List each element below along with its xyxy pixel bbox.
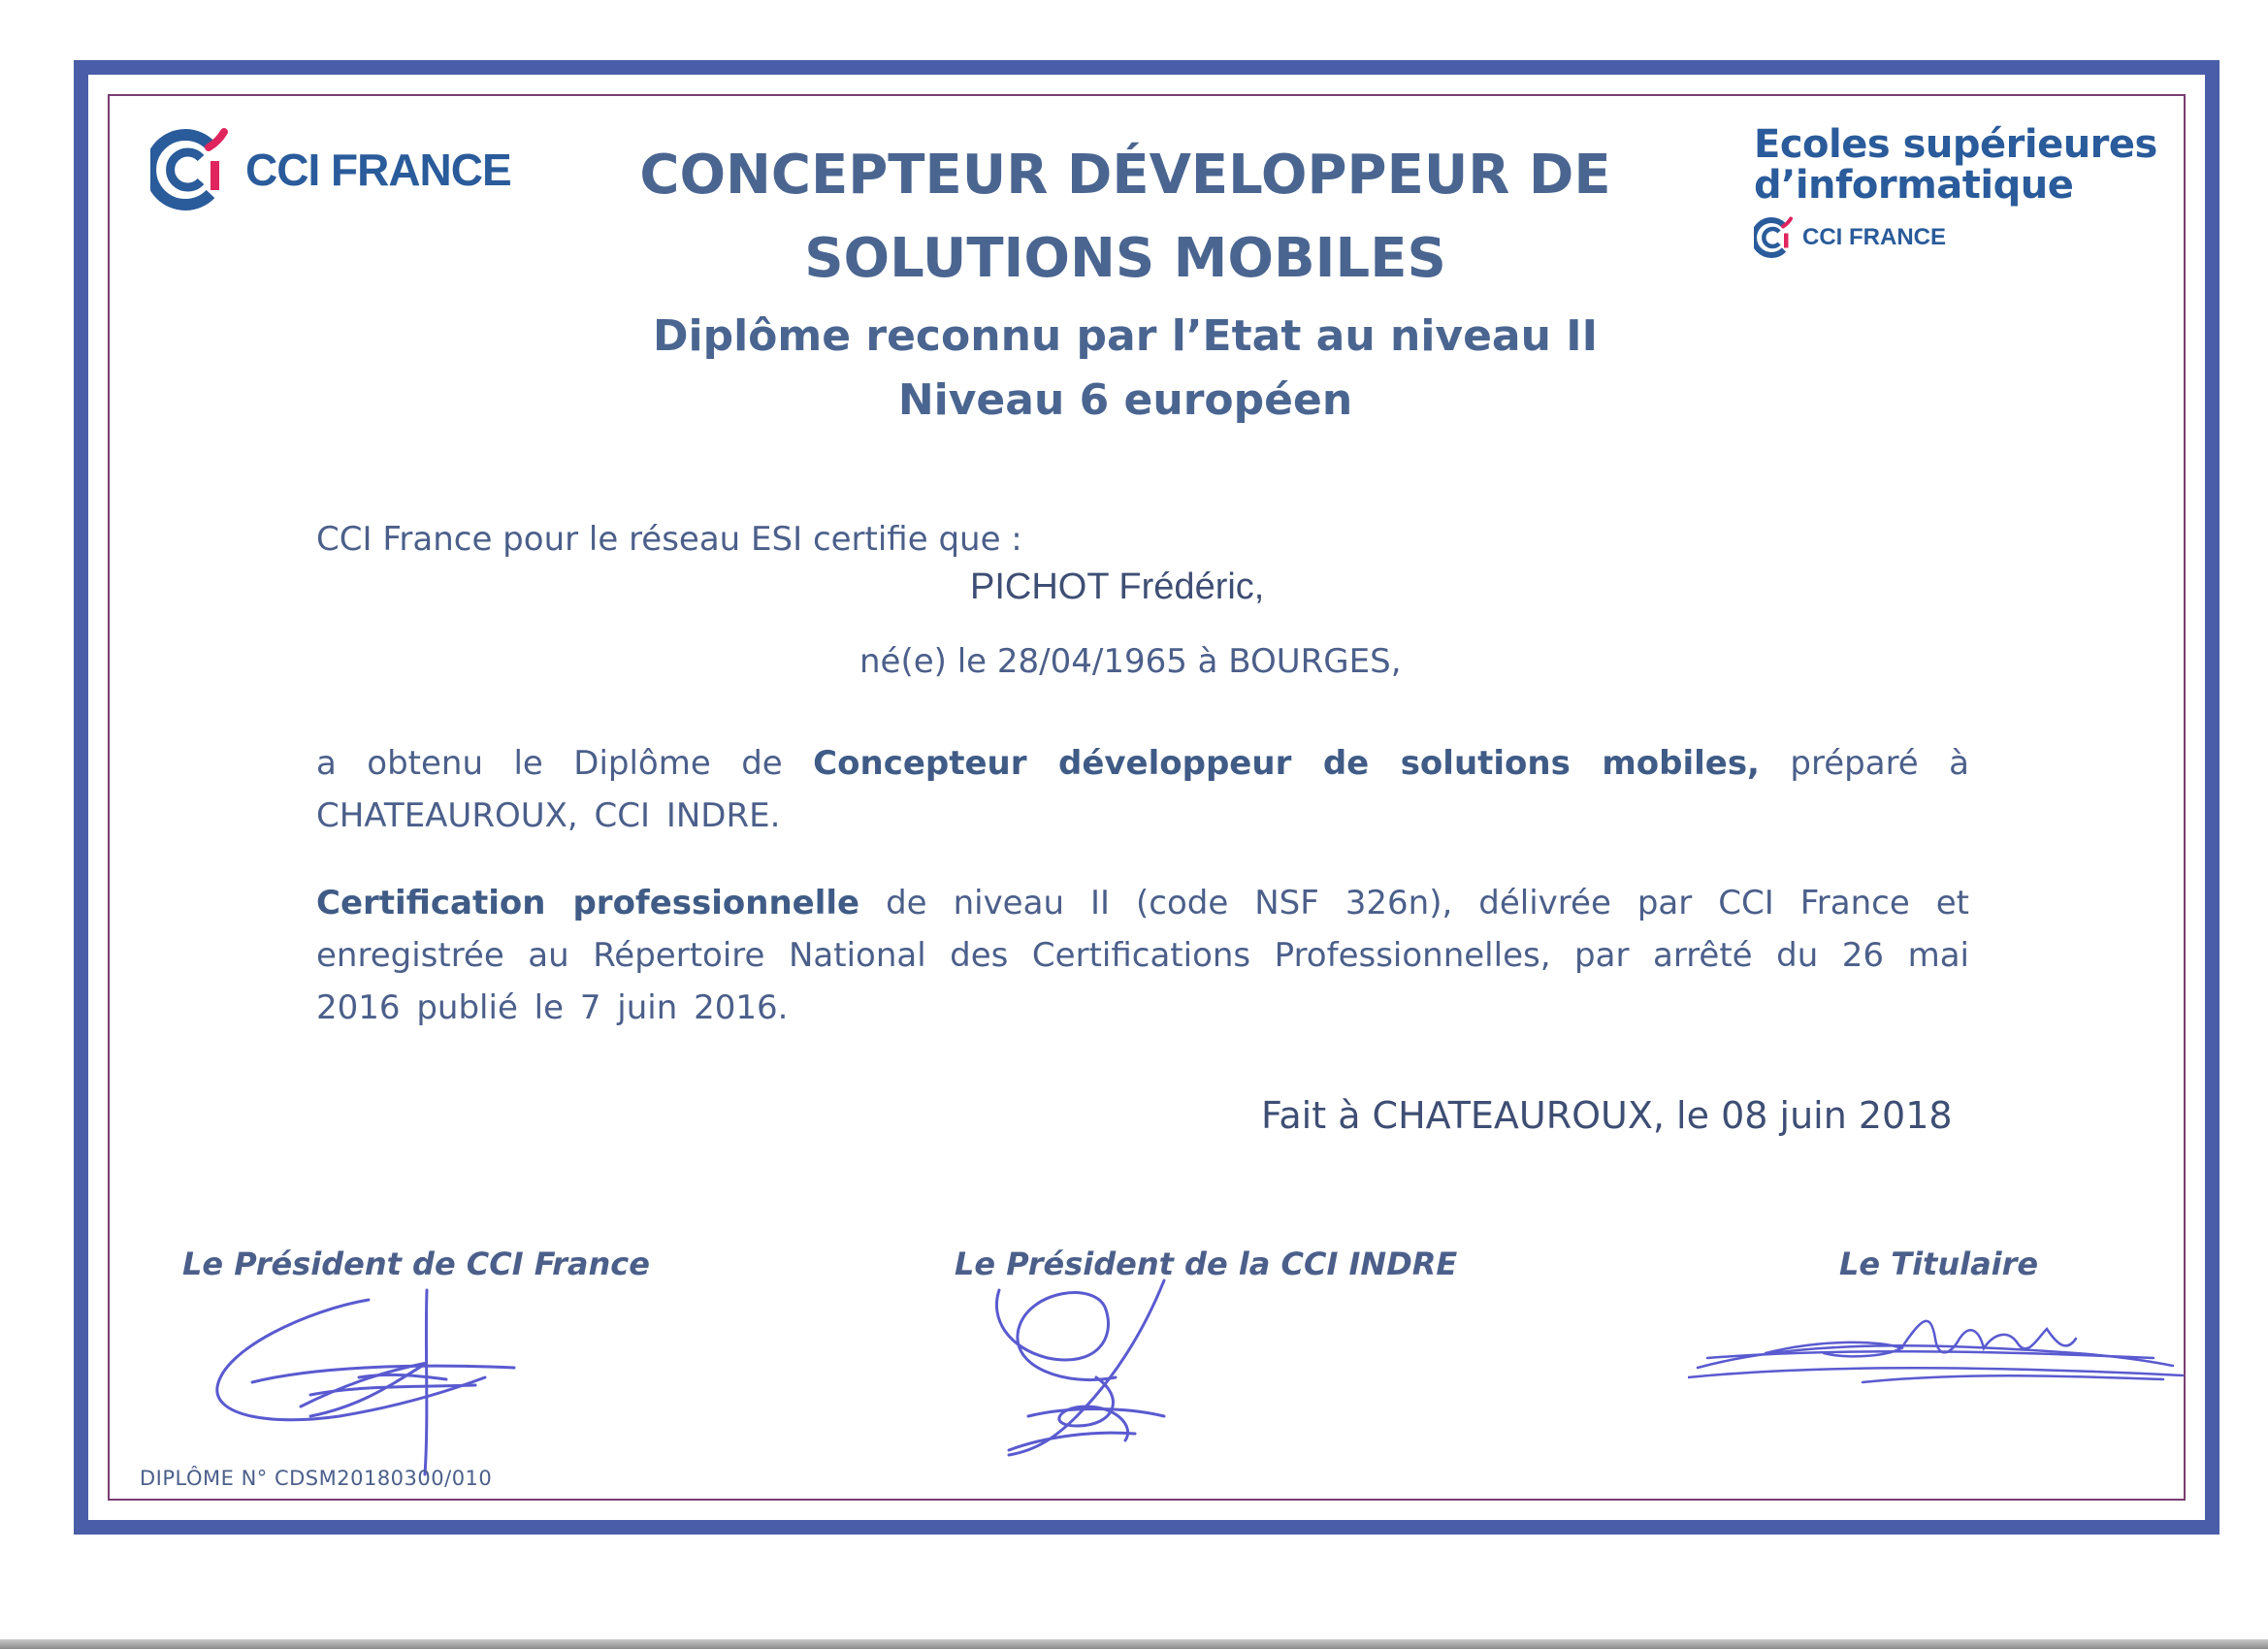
signature-label-holder: Le Titulaire — [1839, 1245, 2039, 1282]
diploma-obtained-paragraph — [316, 737, 1969, 842]
diploma-number: DIPLÔME N° CDSM20180300/010 — [140, 1467, 493, 1490]
signature-cci-france — [194, 1271, 543, 1484]
diploma-european-level: Niveau 6 européen — [897, 375, 1353, 425]
esi-cci-text: CCI FRANCE — [1802, 224, 1946, 250]
certification-intro: CCI France pour le réseau ESI certifie que : — [316, 520, 1022, 559]
esi-cci-badge — [1754, 215, 2181, 260]
para2-text: de niveau II (code NSF 326n), délivrée par CCI France et enregistrée au Répertoire National des Certifications Professionnelles, par arrêté du 26 mai 2016 publié le 7 juin 2016. — [316, 884, 1969, 1027]
diploma-recognition: Diplôme reconnu par l’Etat au niveau II — [652, 311, 1599, 361]
diploma-name-bold: Concepteur développeur de solutions mobiles, — [813, 744, 1760, 783]
signature-holder — [1688, 1300, 2192, 1406]
cci-logo-icon — [150, 126, 232, 213]
signature-label-cci-france: Le Président de CCI France — [182, 1245, 650, 1282]
cci-france-logo — [150, 126, 511, 213]
esi-logo-line1: Ecoles supérieures — [1754, 122, 2157, 167]
cci-logo-text: CCI FRANCE — [245, 145, 511, 195]
diploma-subtitle — [543, 305, 1707, 433]
certification-bold: Certification professionnelle — [316, 884, 860, 922]
signature-label-cci-indre: Le Président de la CCI INDRE — [955, 1245, 1458, 1282]
signature-cci-indre — [970, 1271, 1242, 1465]
certification-paragraph — [316, 877, 1969, 1034]
holder-name: PICHOT Frédéric, — [970, 566, 1265, 607]
esi-logo-line2: d’informatique — [1754, 163, 2074, 208]
diploma-title-line1: CONCEPTEUR DÉVELOPPEUR DE — [639, 144, 1611, 207]
holder-birth-info: né(e) le 28/04/1965 à BOURGES, — [859, 642, 1402, 681]
place-and-date: Fait à CHATEAUROUX, le 08 juin 2018 — [1261, 1094, 1953, 1137]
diploma-title — [543, 134, 1707, 301]
cci-small-logo-icon — [1754, 215, 1795, 260]
para1-text-start: a obtenu le Diplôme de — [316, 744, 814, 783]
esi-logo — [1754, 124, 2181, 260]
diploma-title-line2: SOLUTIONS MOBILES — [804, 227, 1446, 290]
para1-text-end: préparé à CHATEAUROUX, CCI INDRE. — [316, 744, 1970, 835]
